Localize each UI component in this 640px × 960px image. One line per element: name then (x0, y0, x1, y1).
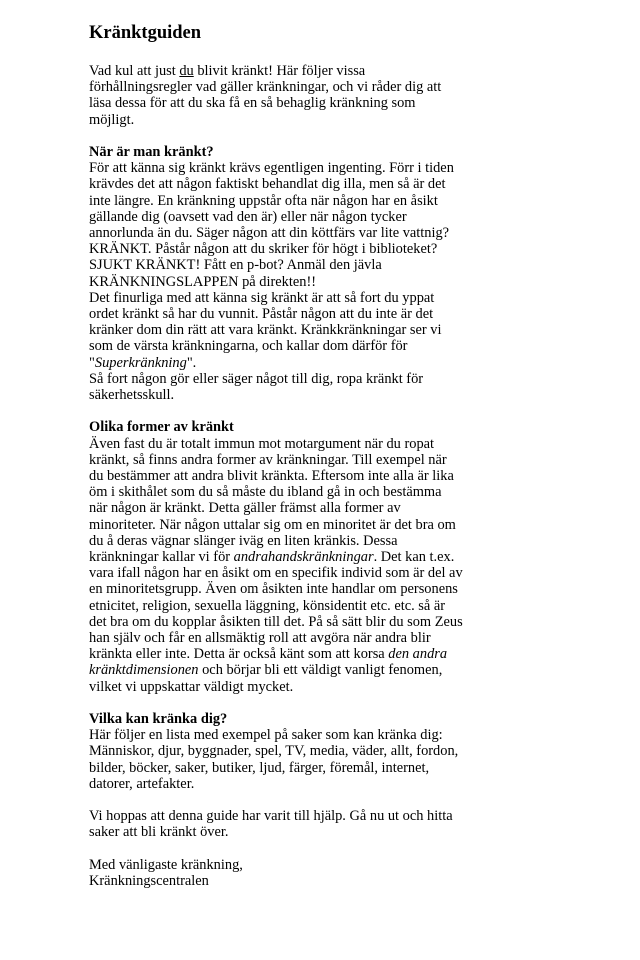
intro-paragraph (89, 63, 609, 128)
body-line: när någon är kränkt. Detta gäller främst alla former av (89, 500, 401, 517)
body-line (89, 646, 609, 662)
body-line: bilder, böcker, saker, butiker, ljud, färger, föremål, internet, (89, 759, 430, 776)
body-line: etnicitet, religion, sexuella läggning, könsidentit etc. etc. så är (89, 597, 446, 614)
body-text: . Det kan t.ex. (373, 549, 455, 566)
body-line: vara ifall någon har en åsikt om en specifik individ som är del av (89, 565, 463, 582)
body-text: och börjar bli ett väldigt vanligt fenomen, (198, 662, 443, 679)
body-line (89, 355, 609, 371)
intro-line: läsa dessa för att du ska få en så behaglig kränkning som (89, 95, 416, 112)
body-line: vilket vi uppskattar väldigt mycket. (89, 678, 294, 695)
body-line: Det finurliga med att känna sig kränkt är att så fort du yppat (89, 289, 435, 306)
intro-line (89, 63, 609, 79)
intro-line: förhållningsregler vad gäller kränkningar, och vi råder dig att (89, 79, 442, 96)
intro-text: Vad kul att just (89, 63, 180, 79)
section-heading: Olika former av kränkt (89, 419, 234, 436)
section-when-offended (89, 144, 609, 403)
body-line: SJUKT KRÄNKT! Fått en p-bot? Anmäl den jävla (89, 257, 382, 274)
body-line: som de värsta kränkningarna, och kallar dom därför för (89, 338, 408, 355)
body-line: kränkt, så finns andra former av kränkningar. Till exempel när (89, 451, 447, 468)
quote-mark: " (89, 354, 95, 371)
body-line: du bestämmer att andra blivit kränkta. Eftersom inte alla är lika (89, 468, 454, 485)
body-line: datorer, artefakter. (89, 775, 195, 792)
italic-term: Superkränkning (94, 354, 187, 371)
body-line (89, 662, 609, 678)
section-heading: Vilka kan kränka dig? (89, 711, 228, 728)
signature (89, 857, 609, 889)
body-line: öm i skithålet som du så måste du ibland gå in och bestämma (89, 484, 442, 501)
body-line: Människor, djur, byggnader, spel, TV, media, väder, allt, fordon, (89, 743, 459, 760)
body-line: krävdes det att någon faktiskt behandlat dig illa, men så är det (89, 176, 446, 193)
body-line: han själv och får en allsmäktig roll att avgöra när andra blir (89, 630, 431, 647)
body-line (89, 549, 609, 565)
body-line: gällande dig (oavsett vad den är) eller när någon tycker (89, 208, 407, 225)
body-line: minoriteter. När någon uttalar sig om en minoritet är det bra om (89, 516, 456, 533)
section-who-can-offend (89, 711, 609, 792)
italic-term: kränktdimensionen (89, 662, 199, 679)
section-forms-of-offense (89, 419, 609, 694)
body-line: Vi hoppas att denna guide har varit till hjälp. Gå nu ut och hitta (89, 808, 453, 825)
body-text: kränkta eller inte. Detta är också känt som att korsa (89, 646, 389, 663)
body-text: kränkningar kallar vi för (89, 549, 234, 566)
body-line: säkerhetsskull. (89, 387, 175, 404)
intro-line: möjligt. (89, 111, 135, 128)
body-line: du å deras vägnar slänger iväg en liten kränkis. Dessa (89, 532, 398, 549)
body-line: kränker dom din rätt att vara kränkt. Kränkkränkningar ser vi (89, 322, 442, 339)
intro-text: blivit kränkt! Här följer vissa (193, 63, 366, 79)
document (89, 22, 609, 889)
italic-term: den andra (388, 646, 448, 663)
quote-mark: ". (186, 354, 197, 371)
signature-greeting: Med vänligaste kränkning, (89, 856, 243, 873)
body-line: annorlunda än du. Säger någon att din köttfärs var lite vattnig? (89, 225, 450, 242)
body-line: inte längre. En kränkning uppstår ofta när någon har en åsikt (89, 192, 438, 209)
body-line: Så fort någon gör eller säger något till dig, ropa kränkt för (89, 370, 424, 387)
closing-paragraph (89, 808, 609, 840)
body-line: KRÄNKNINGSLAPPEN på direkten!! (89, 273, 317, 290)
body-line: en minoritetsgrupp. Även om åsikten inte handlar om personens (89, 581, 458, 598)
section-heading: När är man kränkt? (89, 144, 214, 160)
body-line: ordet kränkt så har du vunnit. Påstår någon att du inte är det (89, 306, 434, 323)
italic-term: andrahandskränkningar (233, 549, 374, 566)
body-line: Här följer en lista med exempel på saker som kan kränka dig: (89, 727, 443, 744)
intro-underlined-word: du (179, 63, 194, 79)
body-line: KRÄNKT. Påstår någon att du skriker för högt i biblioteket? (89, 241, 438, 258)
body-line: det bra om du kopplar åsikten till det. På så sätt blir du som Zeus (89, 613, 463, 630)
signature-sender: Kränkningscentralen (89, 873, 209, 890)
body-line: Även fast du är totalt immun mot motargument när du ropat (89, 435, 435, 452)
body-line: saker att bli kränkt över. (89, 824, 229, 841)
body-line: För att känna sig kränkt krävs egentligen ingenting. Förr i tiden (89, 160, 454, 177)
document-title: Kränktguiden (89, 23, 202, 43)
